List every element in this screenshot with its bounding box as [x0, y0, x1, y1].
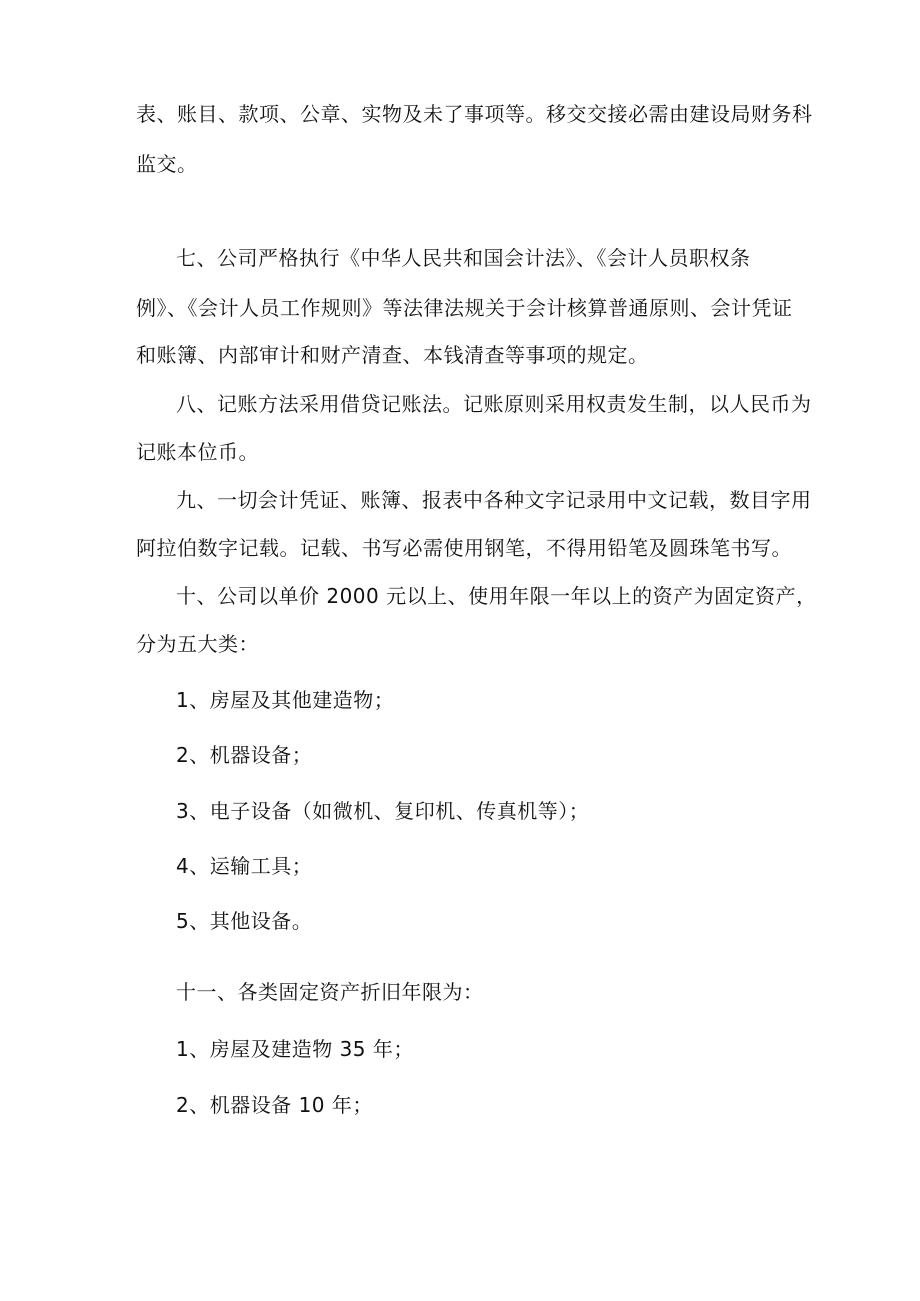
list-item-5: 5、其他设备。 — [176, 909, 313, 933]
text-line-2: 监交。 — [136, 152, 198, 176]
list-item-4: 4、运输工具； — [176, 854, 313, 878]
list-item-2: 2、机器设备； — [176, 743, 313, 767]
section-8-line-1: 八、记账方法采用借贷记账法。记账原则采用权责发生制，以人民币为 — [176, 392, 812, 416]
list-item-3: 3、电子设备（如微机、复印机、传真机等）； — [176, 799, 590, 823]
section-9-line-2: 阿拉伯数字记载。记载、书写必需使用钢笔，不得用铅笔及圆珠笔书写。 — [136, 536, 792, 560]
section-10-line-2: 分为五大类： — [136, 632, 259, 656]
section-9-line-1: 九、一切会计凭证、账簿、报表中各种文字记录用中文记载，数目字用 — [176, 488, 812, 512]
depreciation-item-1: 1、房屋及建造物 35 年； — [176, 1037, 414, 1061]
section-7-line-1: 七、公司严格执行《中华人民共和国会计法》、《会计人员职权条 — [176, 246, 751, 270]
text-line-1: 表、账目、款项、公章、实物及未了事项等。移交交接必需由建设局财务科 — [136, 102, 813, 126]
section-8-line-2: 记账本位币。 — [136, 440, 259, 464]
section-11-heading: 十一、各类固定资产折旧年限为： — [176, 980, 484, 1004]
depreciation-item-2: 2、机器设备 10 年； — [176, 1093, 373, 1117]
section-10-line-1: 十、公司以单价 2000 元以上、使用年限一年以上的资产为固定资产， — [176, 584, 817, 608]
list-item-1: 1、房屋及其他建造物； — [176, 688, 395, 712]
section-7-line-2: 例》、《会计人员工作规则》等法律法规关于会计核算普通原则、会计凭证 — [136, 296, 793, 320]
section-7-line-3: 和账簿、内部审计和财产清查、本钱清查等事项的规定。 — [136, 343, 649, 367]
